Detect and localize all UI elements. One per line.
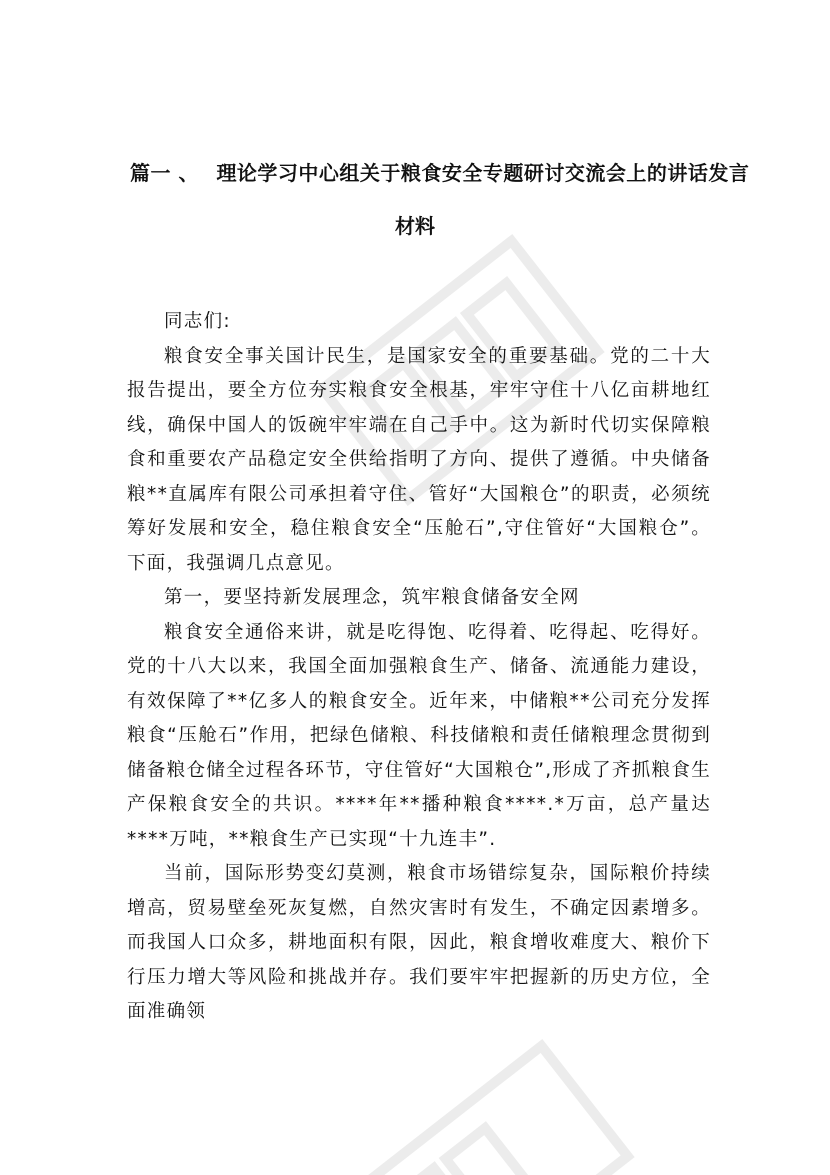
watermark-logo bbox=[332, 1024, 648, 1175]
document-title-line2: 材料 bbox=[395, 214, 435, 238]
section-heading: 第一，要坚持新发展理念，筑牢粮食储备安全网 bbox=[164, 587, 580, 608]
title-main: 理论学习中心组关于粮食安全专题研讨交流会上的讲话发言 bbox=[216, 161, 750, 185]
title-prefix: 篇一 、 bbox=[130, 161, 199, 185]
paragraph: 粮食安全事关国计民生，是国家安全的重要基础。党的二十大报告提出，要全方位夯实粮食安全根基，牢牢守住十八亿亩耕地红线，确保中国人的饭碗牢牢端在自己手中。这为新时代切实保障粮食和重要农产品稳定安全供给指明了方向、提供了遵循。中央储备粮**直属库有限公司承担着守住、管好“大国粮仓”的职责，必须统筹好发展和安全，稳住粮食安全“压舱石”,守住管好“大国粮仓”。下面，我强调几点意见。 bbox=[127, 345, 711, 574]
document-title bbox=[130, 158, 750, 188]
salutation: 同志们: bbox=[164, 311, 231, 332]
paragraph: 当前，国际形势变幻莫测，粮食市场错综复杂，国际粮价持续增高，贸易壁垒死灰复燃，自然灾害时有发生，不确定因素增多。而我国人口众多，耕地面积有限，因此，粮食增收难度大、粮价下行压力增大等风险和挑战并存。我们要牢牢把握新的历史方位，全面准确领 bbox=[127, 863, 711, 1022]
paragraph: 粮食安全通俗来讲，就是吃得饱、吃得着、吃得起、吃得好。党的十八大以来，我国全面加强粮食生产、储备、流通能力建设，有效保障了**亿多人的粮食安全。近年来，中储粮**公司充分发挥粮食“压舱石”作用，把绿色储粮、科技储粮和责任储粮理念贯彻到储备粮仓储全过程各环节，守住管好“大国粮仓”,形成了齐抓粮食生产保粮食安全的共识。****年**播种粮食****.*万亩，总产量达****万吨，**粮食生产已实现“十九连丰”. bbox=[127, 621, 711, 850]
document-body bbox=[127, 305, 711, 1030]
